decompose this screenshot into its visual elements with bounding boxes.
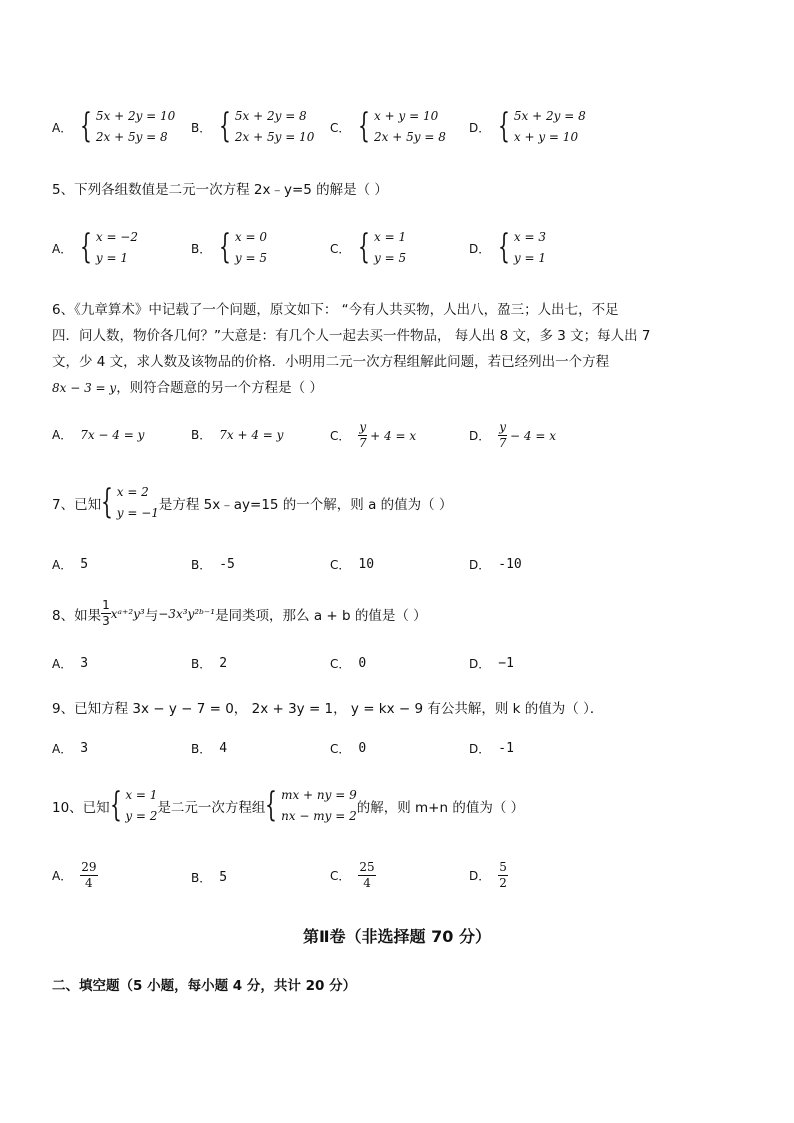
q5-option-d: D． { x = 3 y = 1 <box>469 227 546 267</box>
q7-option-a: A． 5 <box>52 557 89 572</box>
q9-stem: 9、已知方程 3x − y − 7 = 0， 2x + 3y = 1， y = kx − 9 有公共解，则 k 的值为（ ）． <box>52 701 604 717</box>
fraction: $\frac{29}{4}$ <box>81 860 97 890</box>
q8-option-d: D． −1 <box>469 656 514 671</box>
q6-line-4: 8x − 3 = y，则符合题意的另一个方程是（ ） <box>52 380 323 396</box>
q6-option-d: D． $\frac{y}{7}$ − 4 = x <box>469 420 556 450</box>
equation-system: { x + y = 10 2x + 5y = 8 <box>358 106 446 146</box>
q9-option-c: C． 0 <box>330 741 367 756</box>
q9-option-d: D． -1 <box>469 741 514 756</box>
q10-option-d: D． $\frac{5}{2}$ <box>469 860 507 890</box>
q9-option-a: A． 3 <box>52 741 89 756</box>
equation-system: { 5x + 2y = 10 2x + 5y = 8 <box>80 106 176 146</box>
q5-option-a: A． { x = −2 y = 1 <box>52 227 138 267</box>
q6-line-3: 文，少 4 文，求人数及该物品的价格．小明用二元一次方程组解此问题，若已经列出一个方程 <box>52 354 610 370</box>
fraction: $\frac{y}{7}$ <box>358 420 367 450</box>
q10-option-a: A． $\frac{29}{4}$ <box>52 860 97 890</box>
equation-system: { 5x + 2y = 8 x + y = 10 <box>498 106 586 146</box>
q7-stem: 7、已知 { x = 2 y = −1 是方程 5x﹣ay=15 的一个解，则 a 的值为（ ） <box>52 482 453 522</box>
q5-option-b: B． { x = 0 y = 5 <box>191 227 267 267</box>
fraction: $\frac{y}{7}$ <box>498 420 507 450</box>
q6-option-c: C． $\frac{y}{7}$ + 4 = x <box>330 420 417 450</box>
q7-option-c: C． 10 <box>330 557 375 572</box>
q10-option-b: B． 5 <box>191 870 228 885</box>
q8-option-b: B． 2 <box>191 656 228 671</box>
q6-option-b: B． 7x + 4 = y <box>191 427 284 442</box>
q4-option-d: D． { 5x + 2y = 8 x + y = 10 <box>469 106 586 146</box>
q8-option-a: A． 3 <box>52 656 89 671</box>
section-2-subtitle: 二、填空题（5 小题，每小题 4 分，共计 20 分） <box>52 978 357 994</box>
fraction: $\frac{1}{3}$ <box>102 598 110 628</box>
q4-option-c: C． { x + y = 10 2x + 5y = 8 <box>330 106 446 146</box>
equation-system: { 5x + 2y = 8 2x + 5y = 10 <box>219 106 315 146</box>
equation-system: { x = 3 y = 1 <box>498 227 546 267</box>
q7-option-b: B． -5 <box>191 557 235 572</box>
q5-option-c: C． { x = 1 y = 5 <box>330 227 407 267</box>
q6-line-2: 四．问人数，物价各几何？”大意是：有几个人一起去买一件物品， 每人出 8 文，多 3 文；每人出 7 <box>52 328 651 344</box>
q5-stem: 5、下列各组数值是二元一次方程 2x﹣y=5 的解是（ ） <box>52 182 388 198</box>
equation-system: { mx + ny = 9 nx − my = 2 <box>265 785 357 825</box>
q6-option-a: A． 7x − 4 = y <box>52 427 145 442</box>
q8-stem: 8、如果 $\frac{1}{3}$ xᵃ⁺²y³ 与 −3x³y²ᵇ⁻¹ 是同类项，那么 a + b 的值是（ ） <box>52 598 427 628</box>
q4-option-b: B． { 5x + 2y = 8 2x + 5y = 10 <box>191 106 315 146</box>
q6-line-1: 6、《九章算术》中记载了一个问题，原文如下： “今有人共买物，人出八，盈三；人出七，不足 <box>52 302 619 318</box>
equation-system: { x = 0 y = 5 <box>219 227 267 267</box>
q10-stem: 10、已知 { x = 1 y = 2 是二元一次方程组 { mx + ny = 9 nx − my = 2 的解，则 m+n 的值为（ ） <box>52 785 525 825</box>
q8-option-c: C． 0 <box>330 656 367 671</box>
equation-system: { x = 1 y = 2 <box>109 785 158 825</box>
fraction: $\frac{5}{2}$ <box>499 860 507 890</box>
q10-option-c: C． $\frac{25}{4}$ <box>330 860 375 890</box>
q4-option-a: A． { 5x + 2y = 10 2x + 5y = 8 <box>52 106 176 146</box>
section-2-title: 第Ⅱ卷（非选择题 70 分） <box>303 927 491 946</box>
equation-system: { x = −2 y = 1 <box>80 227 138 267</box>
equation-system: { x = 2 y = −1 <box>101 482 159 522</box>
equation-system: { x = 1 y = 5 <box>358 227 407 267</box>
fraction: $\frac{25}{4}$ <box>359 860 375 890</box>
q9-option-b: B． 4 <box>191 741 228 756</box>
q7-option-d: D． -10 <box>469 557 522 572</box>
